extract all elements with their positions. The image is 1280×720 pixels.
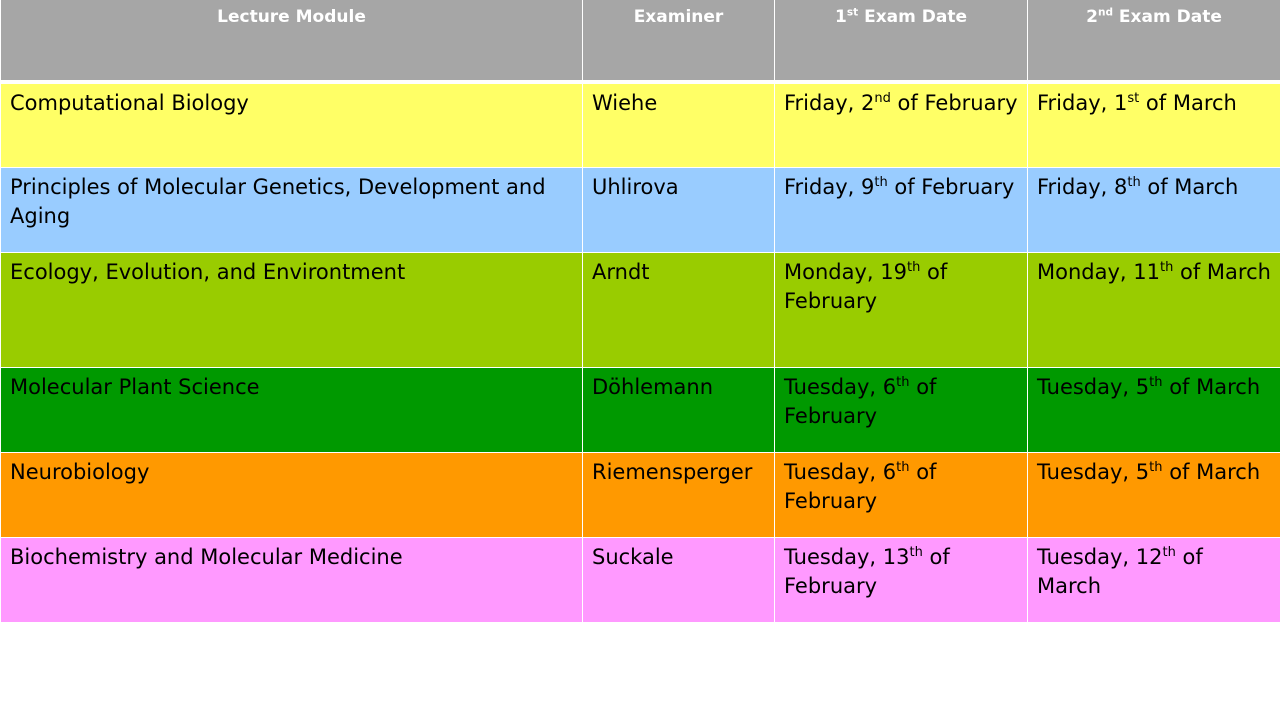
date-text: Tuesday, 6: [784, 374, 897, 399]
table-row: [1, 82, 1280, 167]
examiner-cell: Suckale: [583, 537, 775, 622]
date-suffix: nd: [874, 91, 891, 106]
date-suffix: th: [1149, 459, 1163, 475]
module-cell: Computational Biology: [1, 82, 583, 167]
examiner-cell: Wiehe: [583, 82, 775, 167]
examiner-cell: Uhlirova: [583, 167, 775, 252]
module-cell: Biochemistry and Molecular Medicine: [1, 537, 583, 622]
table-row: [1, 367, 1280, 452]
date-text: Friday, 9: [784, 174, 875, 199]
date-text: Tuesday, 13: [784, 544, 910, 569]
first-exam-date-cell: [775, 252, 1028, 367]
date-suffix: th: [909, 544, 923, 560]
date-month: of February: [890, 91, 1018, 115]
module-cell: Principles of Molecular Genetics, Development and Aging: [1, 167, 583, 252]
second-exam-date-cell: [1028, 167, 1280, 252]
date-suffix: th: [1159, 259, 1174, 275]
date-month: of February: [784, 259, 948, 313]
second-exam-date-cell: [1028, 452, 1280, 537]
date-month: of March: [1140, 174, 1239, 199]
date-month: of February: [887, 174, 1015, 199]
table-header-row: [1, 0, 1280, 82]
date-text: Tuesday, 5: [1037, 459, 1150, 484]
date-month: of February: [784, 459, 937, 513]
date-suffix: th: [1127, 174, 1141, 190]
header-examiner: [583, 0, 775, 82]
date-text: Tuesday, 5: [1037, 374, 1150, 399]
examiner-cell: Arndt: [583, 252, 775, 367]
second-exam-date-cell: [1028, 252, 1280, 367]
date-suffix: th: [896, 459, 910, 475]
header-first-exam-date: [775, 0, 1028, 82]
date-text: Monday, 19: [784, 259, 907, 284]
table-row: [1, 252, 1280, 367]
header-first-label: Exam Date: [858, 7, 967, 27]
first-exam-date-cell: [775, 82, 1028, 167]
date-month: of March: [1173, 259, 1271, 284]
date-suffix: st: [1127, 91, 1140, 106]
header-second-label: Exam Date: [1113, 7, 1222, 27]
date-month: of March: [1139, 91, 1237, 115]
date-suffix: th: [906, 259, 921, 275]
date-text: Friday, 1: [1037, 91, 1128, 115]
date-suffix: th: [1162, 544, 1176, 560]
first-exam-date-cell: [775, 167, 1028, 252]
date-text: Tuesday, 6: [784, 459, 897, 484]
table-row: [1, 537, 1280, 622]
second-exam-date-cell: [1028, 367, 1280, 452]
module-cell: Molecular Plant Science: [1, 367, 583, 452]
header-second-number: 2: [1086, 7, 1098, 27]
module-cell: Neurobiology: [1, 452, 583, 537]
first-exam-date-cell: [775, 452, 1028, 537]
date-suffix: th: [896, 374, 910, 390]
examiner-cell: Riemensperger: [583, 452, 775, 537]
date-month: of March: [1162, 374, 1261, 399]
second-exam-date-cell: [1028, 82, 1280, 167]
header-second-suffix: nd: [1097, 6, 1114, 19]
header-first-number: 1: [835, 7, 847, 27]
date-month: of February: [784, 374, 937, 428]
header-first-suffix: st: [846, 6, 859, 19]
date-month: of March: [1037, 544, 1203, 598]
date-suffix: th: [874, 174, 888, 190]
first-exam-date-cell: [775, 537, 1028, 622]
examiner-cell: Döhlemann: [583, 367, 775, 452]
first-exam-date-cell: [775, 367, 1028, 452]
header-examiner-label: Examiner: [633, 7, 724, 27]
date-text: Friday, 8: [1037, 174, 1128, 199]
date-month: of March: [1162, 459, 1261, 484]
module-cell: Ecology, Evolution, and Environtment: [1, 252, 583, 367]
date-text: Friday, 2: [784, 91, 875, 115]
header-lecture-module-label: Lecture Module: [217, 7, 366, 27]
date-text: Tuesday, 12: [1037, 544, 1163, 569]
header-second-exam-date: [1028, 0, 1280, 82]
table-row: [1, 167, 1280, 252]
date-month: of February: [784, 544, 950, 598]
header-lecture-module: [1, 0, 583, 82]
date-suffix: th: [1149, 374, 1163, 390]
table-row: [1, 452, 1280, 537]
date-text: Monday, 11: [1037, 259, 1160, 284]
second-exam-date-cell: [1028, 537, 1280, 622]
